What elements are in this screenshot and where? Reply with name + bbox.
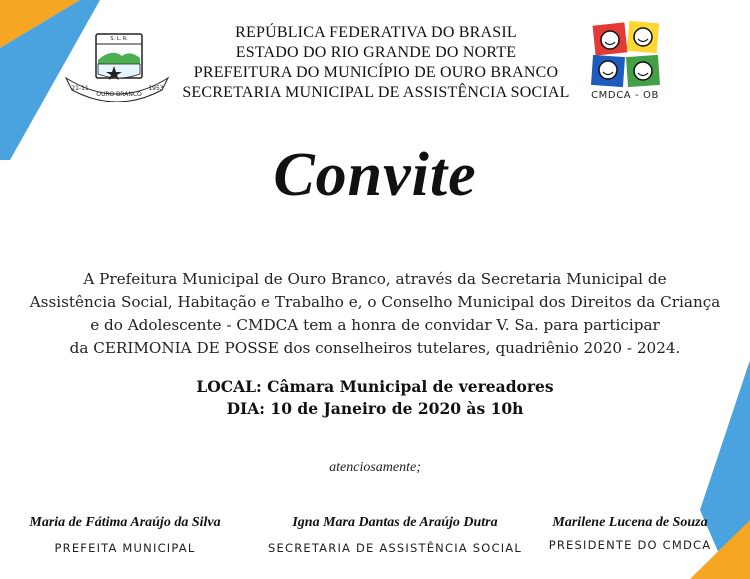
page-title: Convite: [273, 141, 477, 209]
header-state: ESTADO DO RIO GRANDE DO NORTE: [235, 44, 517, 61]
crest-top-letters: S. L. R.: [110, 36, 128, 42]
signature-name-president: Marilene Lucena de Souza: [552, 515, 708, 530]
event-local: LOCAL: Câmara Municipal de vereadores: [196, 377, 554, 396]
crest-right-date: 1953: [148, 85, 164, 92]
crest-city: OURO BRANCO: [96, 91, 142, 98]
signature-role-president: PRESIDENTE DO CMDCA: [548, 538, 712, 552]
body-line-3: e do Adolescente - CMDCA tem a honra de convidar V. Sa. para participar: [90, 316, 660, 334]
body-line-4: da CERIMONIA DE POSSE dos conselheiros tutelares, quadriênio 2020 - 2024.: [69, 339, 681, 357]
municipal-crest: [62, 30, 172, 102]
body-line-2: Assistência Social, Habitação e Trabalho e, o Conselho Municipal dos Direitos da Criança: [29, 293, 721, 311]
closing-text: atenciosamente;: [329, 460, 421, 475]
crest-left-date: 21-11: [71, 85, 89, 92]
cmdca-logo: [590, 20, 664, 90]
header-prefecture: PREFEITURA DO MUNICÍPIO DE OURO BRANCO: [193, 64, 559, 81]
signature-name-secretary: Igna Mara Dantas de Araújo Dutra: [292, 515, 498, 530]
header-republic: REPÚBLICA FEDERATIVA DO BRASIL: [235, 24, 517, 41]
signature-role-secretary: SECRETARIA DE ASSISTÊNCIA SOCIAL: [268, 541, 522, 555]
signature-role-mayor: PREFEITA MUNICIPAL: [54, 541, 196, 555]
signature-name-mayor: Maria de Fátima Araújo da Silva: [29, 515, 221, 530]
cmdca-label: CMDCA - OB: [591, 90, 659, 101]
event-date: DIA: 10 de Janeiro de 2020 às 10h: [226, 399, 524, 418]
body-line-1: A Prefeitura Municipal de Ouro Branco, através da Secretaria Municipal de: [83, 270, 667, 288]
header-secretariat: SECRETARIA MUNICIPAL DE ASSISTÊNCIA SOCIAL: [182, 84, 570, 101]
